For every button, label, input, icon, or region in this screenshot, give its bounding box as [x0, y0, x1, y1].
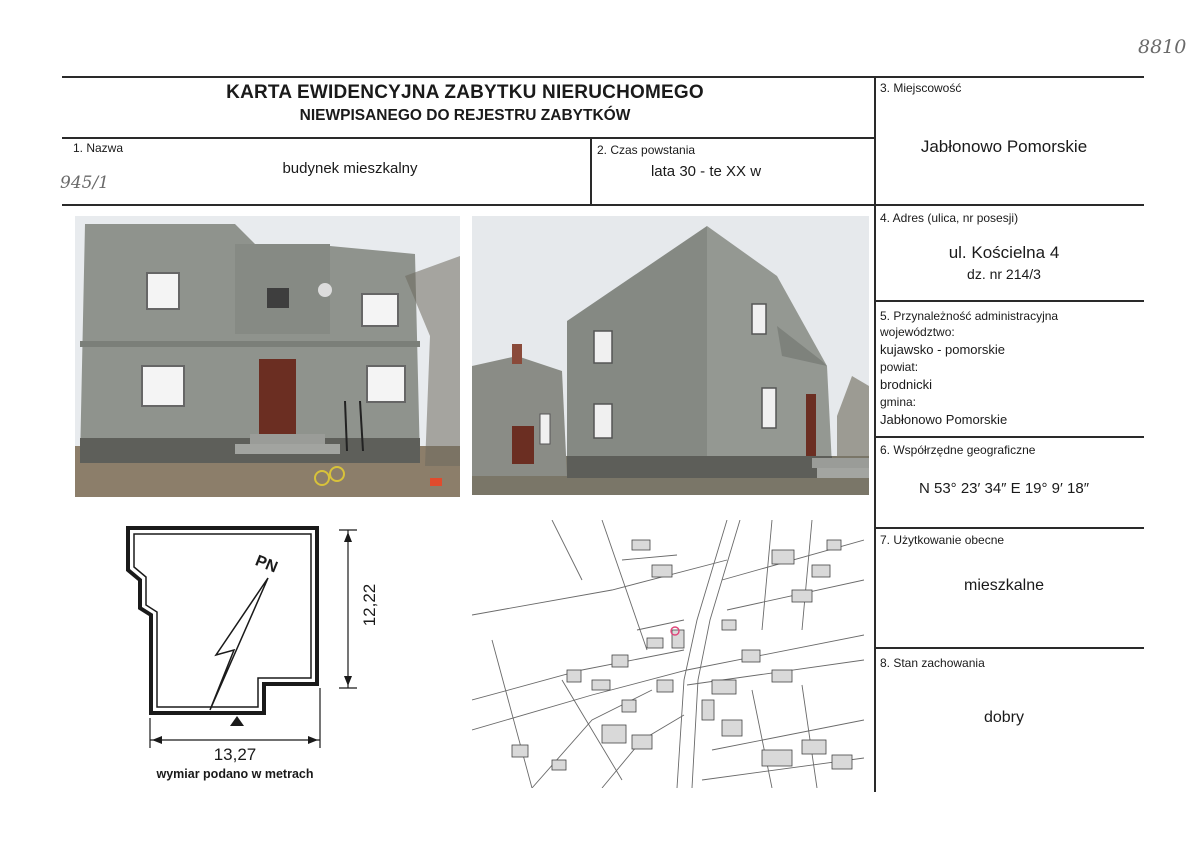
- miejscowosc-label: 3. Miejscowość: [880, 81, 962, 95]
- handwritten-number-top-right: 8810: [1138, 36, 1187, 58]
- adres-label: 4. Adres (ulica, nr posesji): [880, 211, 1019, 225]
- wojewodztwo-value: kujawsko - pomorskie: [880, 342, 1005, 357]
- card-title: KARTA EWIDENCYJNA ZABYTKU NIERUCHOMEGO: [226, 82, 704, 103]
- handwritten-number-left: 945/1: [60, 173, 109, 193]
- row7-bottom: [875, 647, 1144, 649]
- uzytkowanie-value: mieszkalne: [963, 577, 1045, 594]
- przynaleznosc-label: 5. Przynależność administracyjna: [880, 309, 1059, 323]
- stan-value: dobry: [983, 709, 1025, 726]
- stan-label: 8. Stan zachowania: [880, 656, 985, 670]
- czas-value: lata 30 - te XX w: [650, 163, 762, 180]
- cadastral-map: [472, 520, 864, 788]
- gmina-label: gmina:: [880, 395, 917, 409]
- uzytkowanie-label: 7. Użytkowanie obecne: [880, 533, 1005, 547]
- header-divider: [62, 137, 874, 139]
- gmina-value: Jabłonowo Pomorskie: [880, 412, 1008, 427]
- row4-bottom: [875, 300, 1144, 302]
- wojewodztwo-label: województwo:: [880, 325, 955, 339]
- right-column-divider: [874, 76, 876, 792]
- wspolrzedne-label: 6. Współrzędne geograficzne: [880, 443, 1036, 457]
- height-dimension: 12,22: [360, 583, 379, 627]
- czas-label: 2. Czas powstania: [597, 143, 696, 157]
- adres-street: ul. Kościelna 4: [948, 243, 1060, 262]
- powiat-value: brodnicki: [880, 377, 933, 392]
- north-label: PN: [252, 552, 280, 577]
- floor-plan: [110, 520, 380, 780]
- top-border: [62, 76, 1144, 78]
- card-subtitle: NIEWPISANEGO DO REJESTRU ZABYTKÓW: [299, 107, 631, 124]
- nazwa-value: budynek mieszkalny: [282, 160, 418, 177]
- miejscowosc-value: Jabłonowo Pomorskie: [920, 137, 1088, 156]
- powiat-label: powiat:: [880, 360, 919, 374]
- row6-bottom: [875, 527, 1144, 529]
- section1-divider: [590, 138, 592, 205]
- building-photo-corner: [472, 216, 869, 495]
- width-dimension: 13,27: [213, 745, 257, 764]
- section1-bottom: [62, 204, 1144, 206]
- dimensions-note: wymiar podano w metrach: [156, 767, 314, 781]
- nazwa-label: 1. Nazwa: [73, 141, 124, 155]
- wspolrzedne-value: N 53° 23′ 34″ E 19° 9′ 18″: [918, 480, 1090, 497]
- row5-bottom: [875, 436, 1144, 438]
- adres-plot: dz. nr 214/3: [967, 266, 1041, 282]
- building-photo-front: [75, 216, 460, 497]
